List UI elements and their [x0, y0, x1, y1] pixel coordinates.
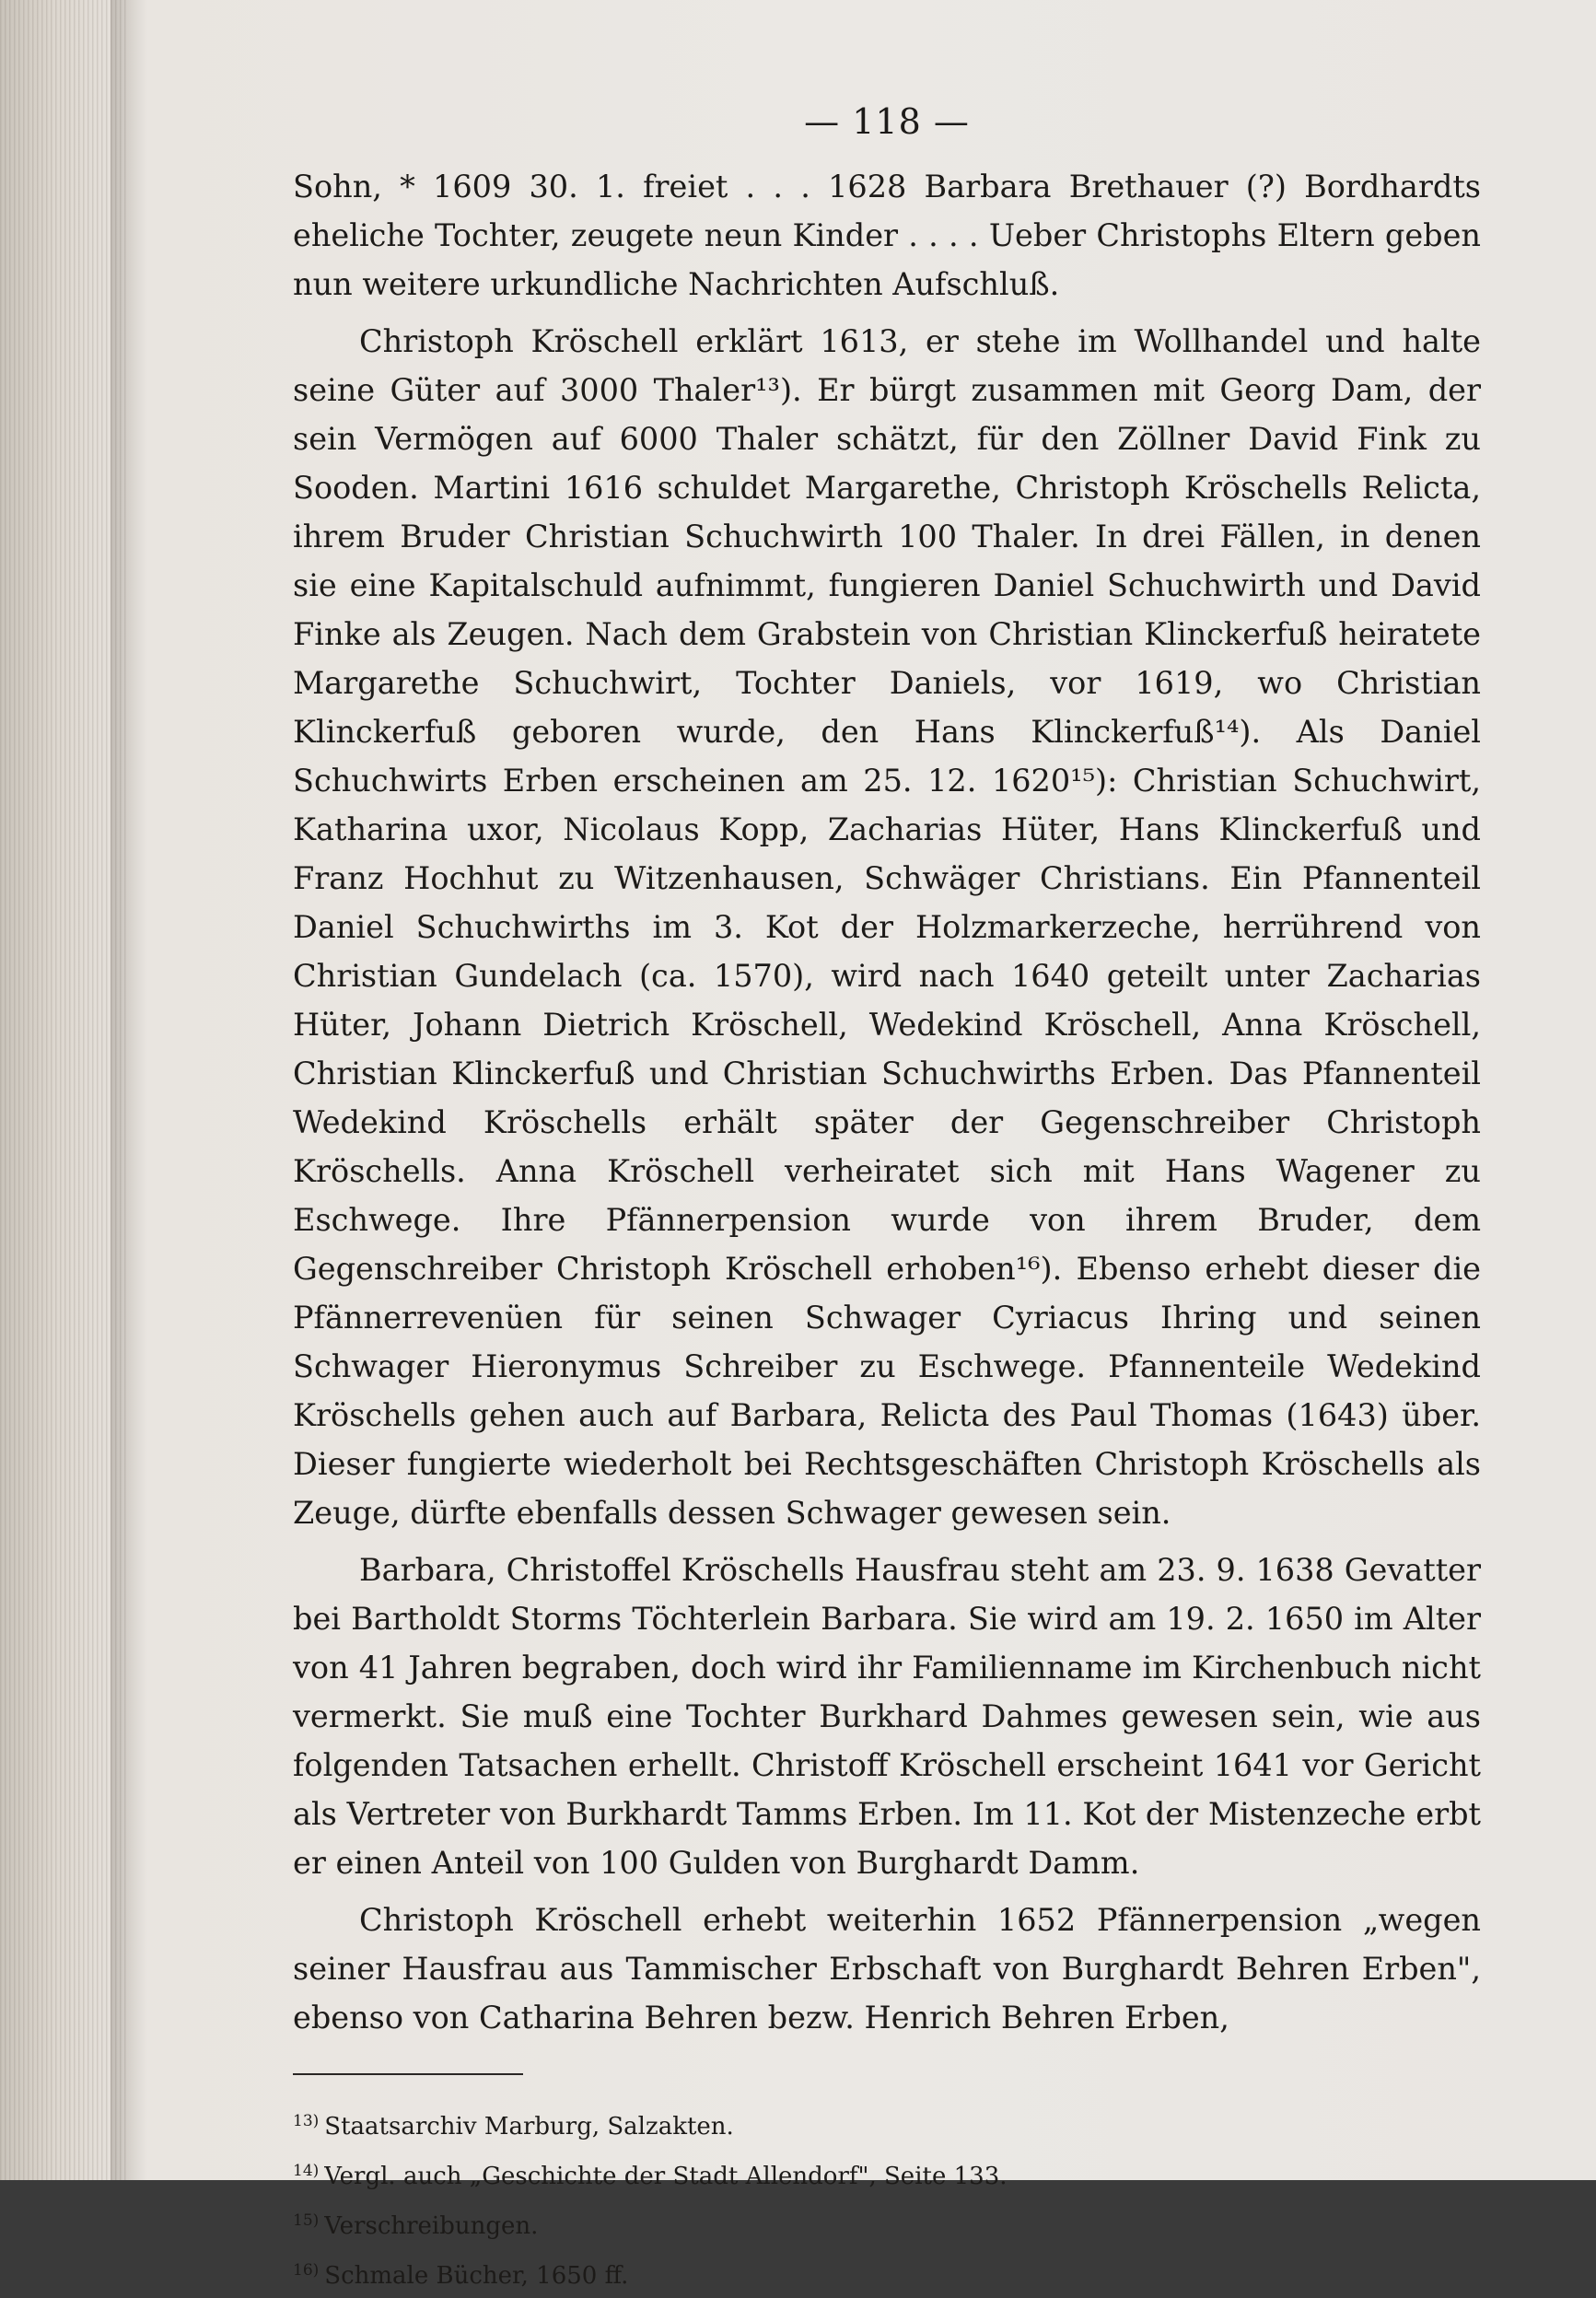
- footnote-text: Vergl. auch „Geschichte der Stadt Allendorf", Seite 133.: [324, 2163, 1008, 2190]
- footnote-divider: [293, 2073, 523, 2075]
- footnote-15: [293, 2199, 1481, 2248]
- book-page-edges: [0, 0, 129, 2180]
- paragraph-2: Christoph Kröschell erklärt 1613, er stehe im Wollhandel und halte seine Güter auf 3000 Thaler¹³). Er bürgt zusammen mit Georg Dam, der sein Vermögen auf 6000 Thaler schätzt, für den Zöllner David Fink zu Sooden. Martini 1616 schuldet Margarethe, Christoph Kröschells Relicta, ihrem Bruder Christian Schuchwirth 100 Thaler. In drei Fällen, in denen sie eine Kapitalschuld aufnimmt, fungieren Daniel Schuchwirth und David Finke als Zeugen. Nach dem Grabstein von Christian Klinckerfuß heiratete Margarethe Schuchwirt, Tochter Daniels, vor 1619, wo Christian Klinckerfuß geboren wurde, den Hans Klinckerfuß¹⁴). Als Daniel Schuchwirts Erben erscheinen am 25. 12. 1620¹⁵): Christian Schuchwirt, Katharina uxor, Nicolaus Kopp, Zacharias Hüter, Hans Klinckerfuß und Franz Hochhut zu Witzenhausen, Schwäger Christians. Ein Pfannenteil Daniel Schuchwirths im 3. Kot der Holzmarkerzeche, herrührend von Christian Gundelach (ca. 1570), wird nach 1640 geteilt unter Zacharias Hüter, Johann Dietrich Kröschell, Wedekind Kröschell, Anna Kröschell, Christian Klinckerfuß und Christian Schuchwirths Erben. Das Pfannenteil Wedekind Kröschells erhält später der Gegenschreiber Christoph Kröschells. Anna Kröschell verheiratet sich mit Hans Wagener zu Eschwege. Ihre Pfännerpension wurde von ihrem Bruder, dem Gegenschreiber Christoph Kröschell erhoben¹⁶). Ebenso erhebt dieser die Pfännerrevenüen für seinen Schwager Cyriacus Ihring und seinen Schwager Hieronymus Schreiber zu Eschwege. Pfannenteile Wedekind Kröschells gehen auch auf Barbara, Relicta des Paul Thomas (1643) über. Dieser fungierte wiederholt bei Rechtsgeschäften Christoph Kröschells als Zeuge, dürfte ebenfalls dessen Schwager gewesen sein.: [293, 323, 1481, 1531]
- footnote-mark: 14): [293, 2162, 320, 2180]
- footnotes: [293, 2099, 1481, 2298]
- paragraph-3: Barbara, Christoffel Kröschells Hausfrau steht am 23. 9. 1638 Gevatter bei Bartholdt Storms Töchterlein Barbara. Sie wird am 19. 2. 1650 im Alter von 41 Jahren begraben, doch wird ihr Familienname im Kirchenbuch nicht vermerkt. Sie muß eine Tochter Burkhard Dahmes gewesen sein, wie aus folgenden Tatsachen erhellt. Christoff Kröschell erscheint 1641 vor Gericht als Vertreter von Burkhardt Tamms Erben. Im 11. Kot der Mistenzeche erbt er einen Anteil von 100 Gulden von Burghardt Damm.: [293, 1552, 1481, 1881]
- footnote-text: Staatsarchiv Marburg, Salzakten.: [324, 2113, 734, 2141]
- footnote-text: Verschreibungen.: [324, 2212, 539, 2240]
- footnote-mark: 15): [293, 2211, 320, 2230]
- footnote-mark: 13): [293, 2112, 320, 2130]
- footnote-13: [293, 2099, 1481, 2149]
- footnote-mark: 16): [293, 2261, 320, 2280]
- footnote-16: [293, 2248, 1481, 2298]
- paragraph-4: Christoph Kröschell erhebt weiterhin 1652 Pfännerpension „wegen seiner Hausfrau aus Tammischer Erbschaft von Burghardt Behren Erben", ebenso von Catharina Behren bezw. Henrich Behren Erben,: [293, 1902, 1481, 2036]
- paragraph-1: Sohn, * 1609 30. 1. freiet . . . 1628 Barbara Brethauer (?) Bordhardts eheliche Tochter, zeugete neun Kinder . . . . Ueber Christophs Eltern geben nun weitere urkundliche Nachrichten Aufschluß.: [293, 169, 1481, 302]
- gutter-shadow: [111, 0, 147, 2180]
- text-block: [293, 101, 1481, 2298]
- footnote-text: Schmale Bücher, 1650 ff.: [324, 2262, 629, 2290]
- body-text: [293, 162, 1481, 2042]
- footnote-14: [293, 2149, 1481, 2199]
- page-number: — 118 —: [804, 101, 970, 142]
